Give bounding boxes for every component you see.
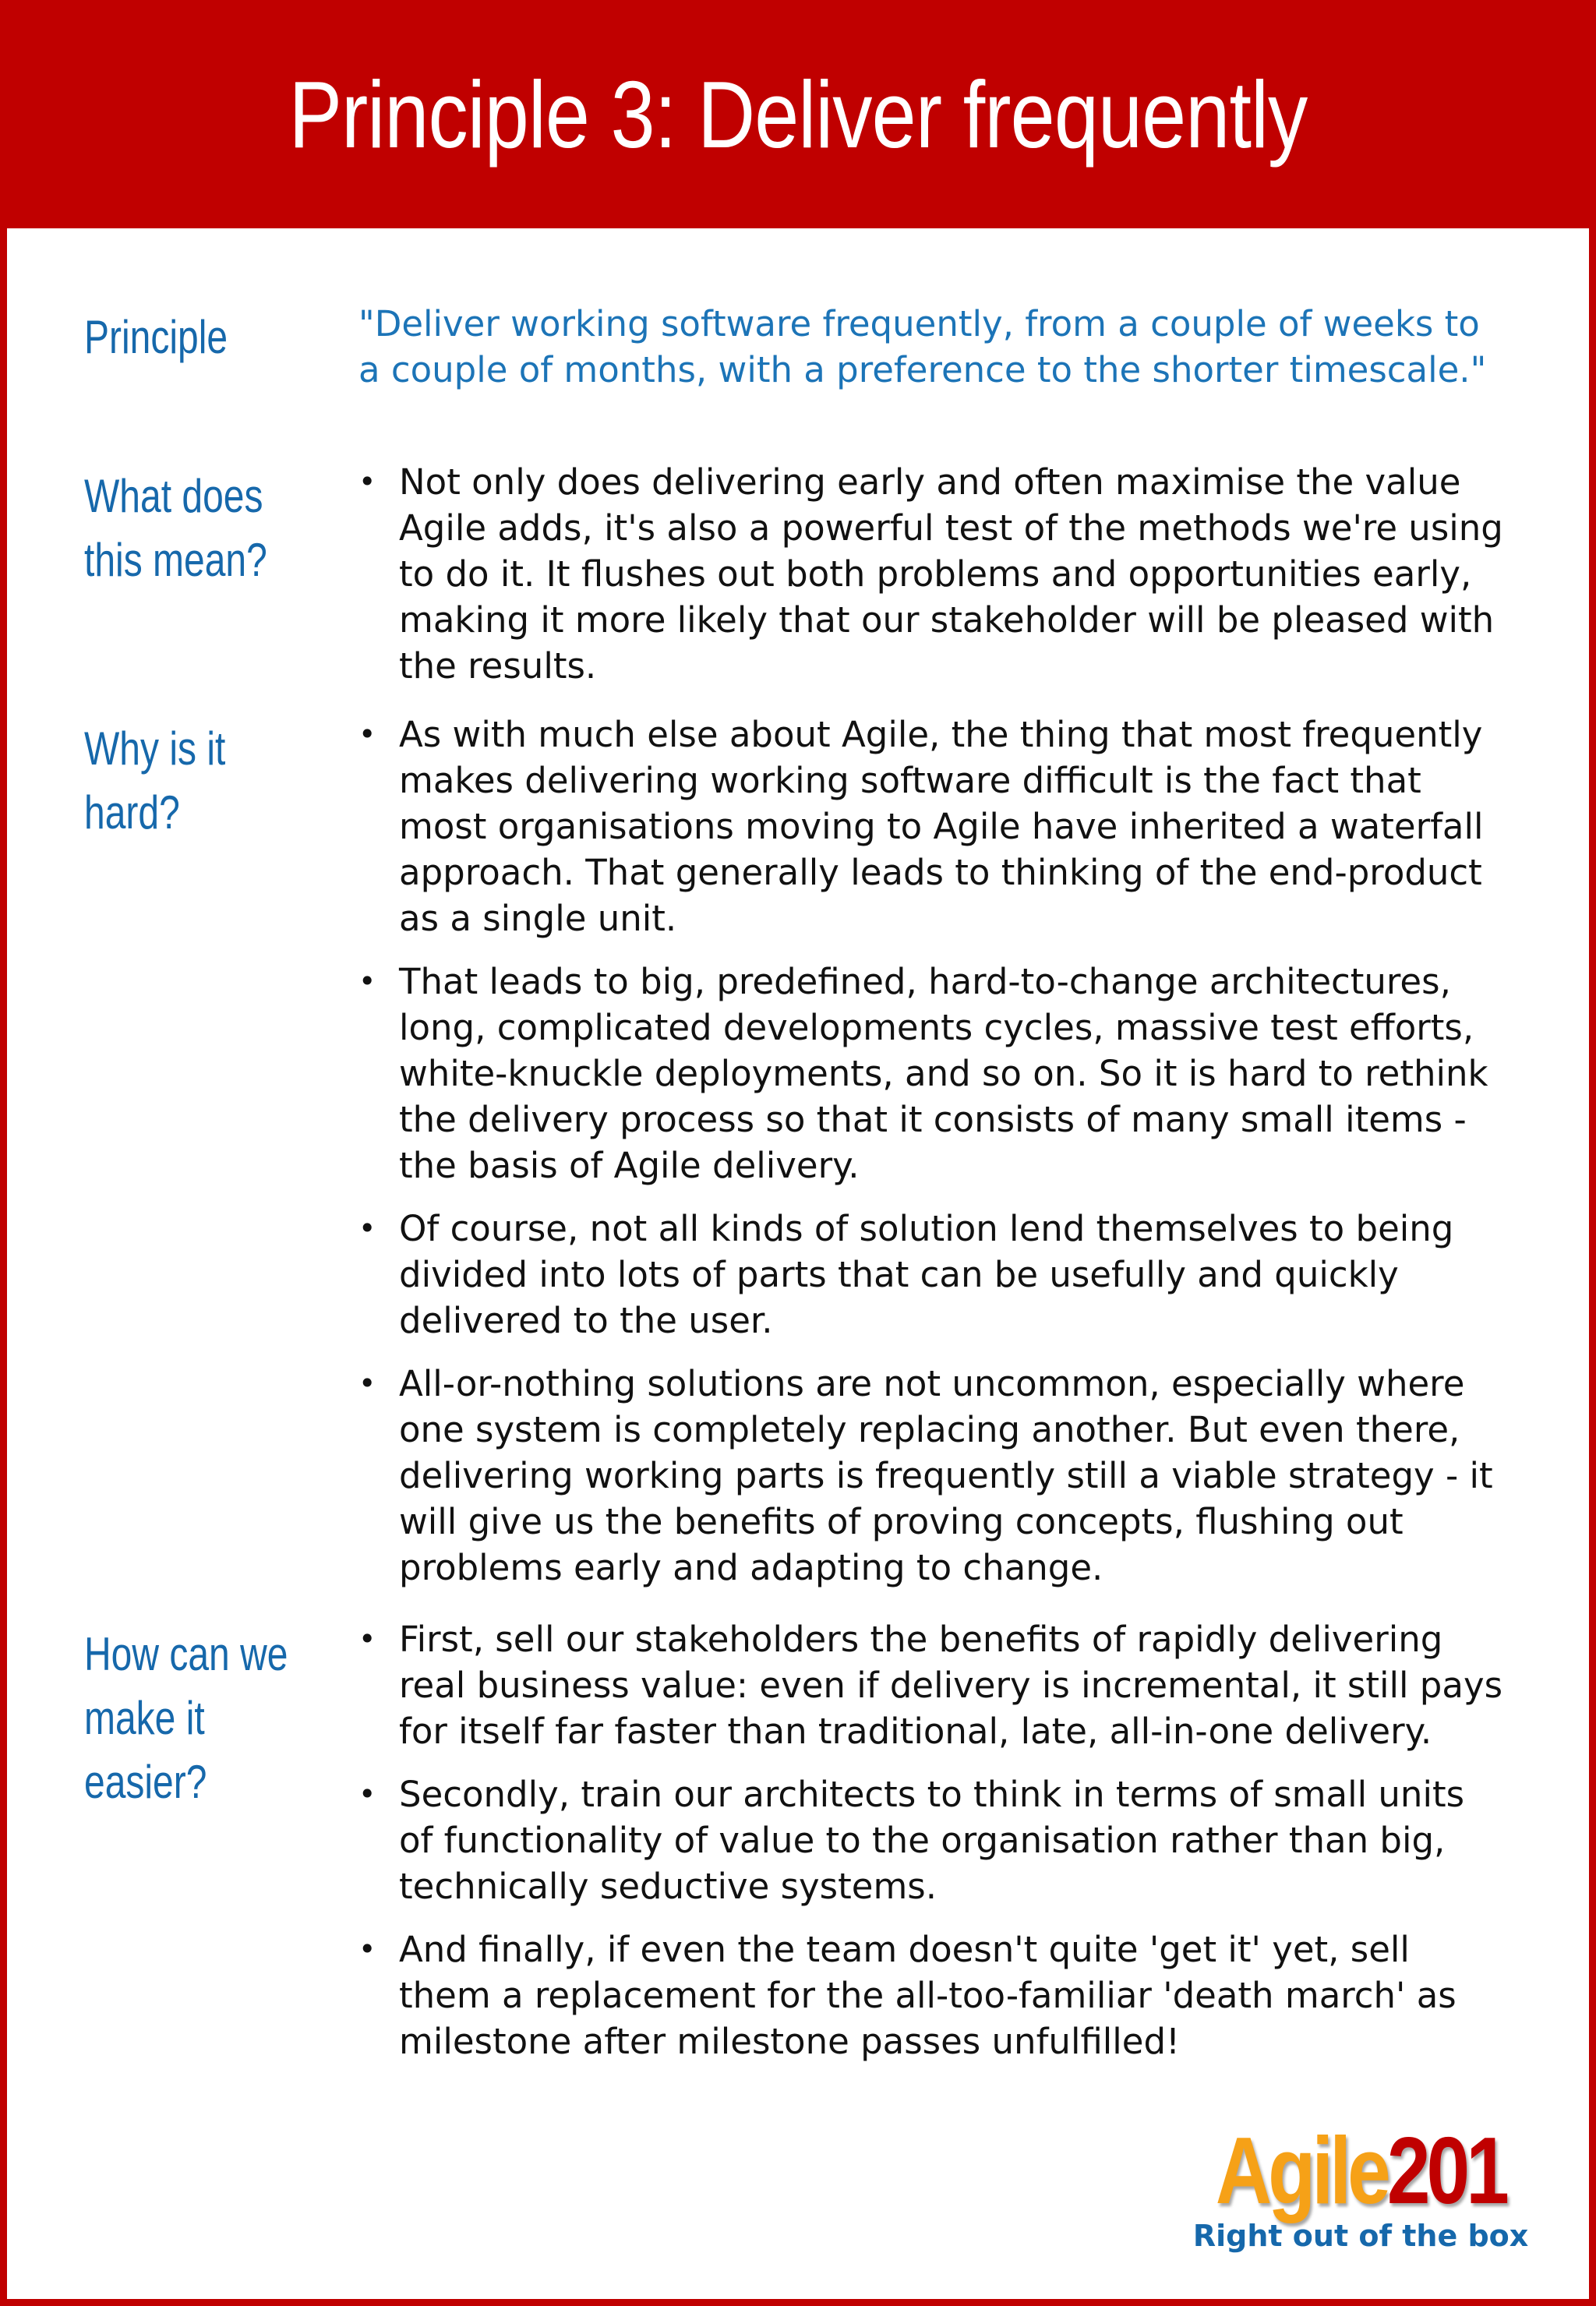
page-title: Principle 3: Deliver frequently <box>288 62 1308 168</box>
logo-word-number: 201 <box>1386 2117 1506 2223</box>
bullet-text: Not only does delivering early and often maximise the value Agile adds, it's also a powerful test of the methods we're using to do it. It flushes out both problems and opportunities early, making it more likely that our stakeholder will be pleased with the results. <box>399 461 1503 687</box>
label-line: easier? <box>84 1756 207 1808</box>
bullet-text: Secondly, train our architects to think in terms of small units of functionality of value to the organisation rather than big, technically seductive systems. <box>399 1774 1465 1907</box>
bullet-icon: • <box>358 717 376 751</box>
logo-word-agile: Agile <box>1216 2117 1387 2223</box>
label-line: make it <box>84 1692 205 1744</box>
bullet-text: And finally, if even the team doesn't quite 'get it' yet, sell them a replacement for the all-too-familiar 'death march' as milestone after milestone passes unfulfilled! <box>399 1929 1457 2062</box>
bullet-text: First, sell our stakeholders the benefits of rapidly delivering real business value: even if delivery is incremental, it still pays for itself far faster than traditional, late, all-in-one delivery. <box>399 1619 1503 1752</box>
label-principle: Principle <box>84 311 228 363</box>
bullet-icon: • <box>358 1366 376 1400</box>
label-line: How can we <box>84 1628 288 1680</box>
bullet-text: All-or-nothing solutions are not uncommon, especially where one system is completely replacing another. But even there, delivering working parts is frequently still a viable strategy - it will give us the benefits of proving concepts, flushing out problems early and adapting to change. <box>399 1363 1493 1588</box>
bullet-text: That leads to big, predefined, hard-to-change architectures, long, complicated developments cycles, massive test efforts, white-knuckle deployments, and so on. So it is hard to rethink the delivery process so that it consists of many small items - the basis of Agile delivery. <box>399 961 1488 1186</box>
bullet-icon: • <box>358 964 376 998</box>
principle-quote: "Deliver working software frequently, from a couple of weeks to a couple of months, with a preference to the shorter timescale." <box>358 303 1487 390</box>
label-line: What does <box>84 470 263 522</box>
label-line: Why is it <box>84 722 226 775</box>
bullet-icon: • <box>358 1932 376 1966</box>
bullet-text: Of course, not all kinds of solution lend themselves to being divided into lots of parts that can be usefully and quickly delivered to the user. <box>399 1208 1454 1341</box>
bullet-icon: • <box>358 1777 376 1811</box>
bullet-icon: • <box>358 1211 376 1245</box>
bullet-text: As with much else about Agile, the thing that most frequently makes delivering working software difficult is the fact that most organisations moving to Agile have inherited a waterfall approach. That generally leads to thinking of the end-product as a single unit. <box>399 714 1484 939</box>
logo-tagline: Right out of the box <box>1192 2219 1529 2253</box>
bullet-icon: • <box>358 1622 376 1656</box>
label-line: hard? <box>84 786 180 839</box>
bullet-icon: • <box>358 464 376 499</box>
label-line: this mean? <box>84 534 267 586</box>
